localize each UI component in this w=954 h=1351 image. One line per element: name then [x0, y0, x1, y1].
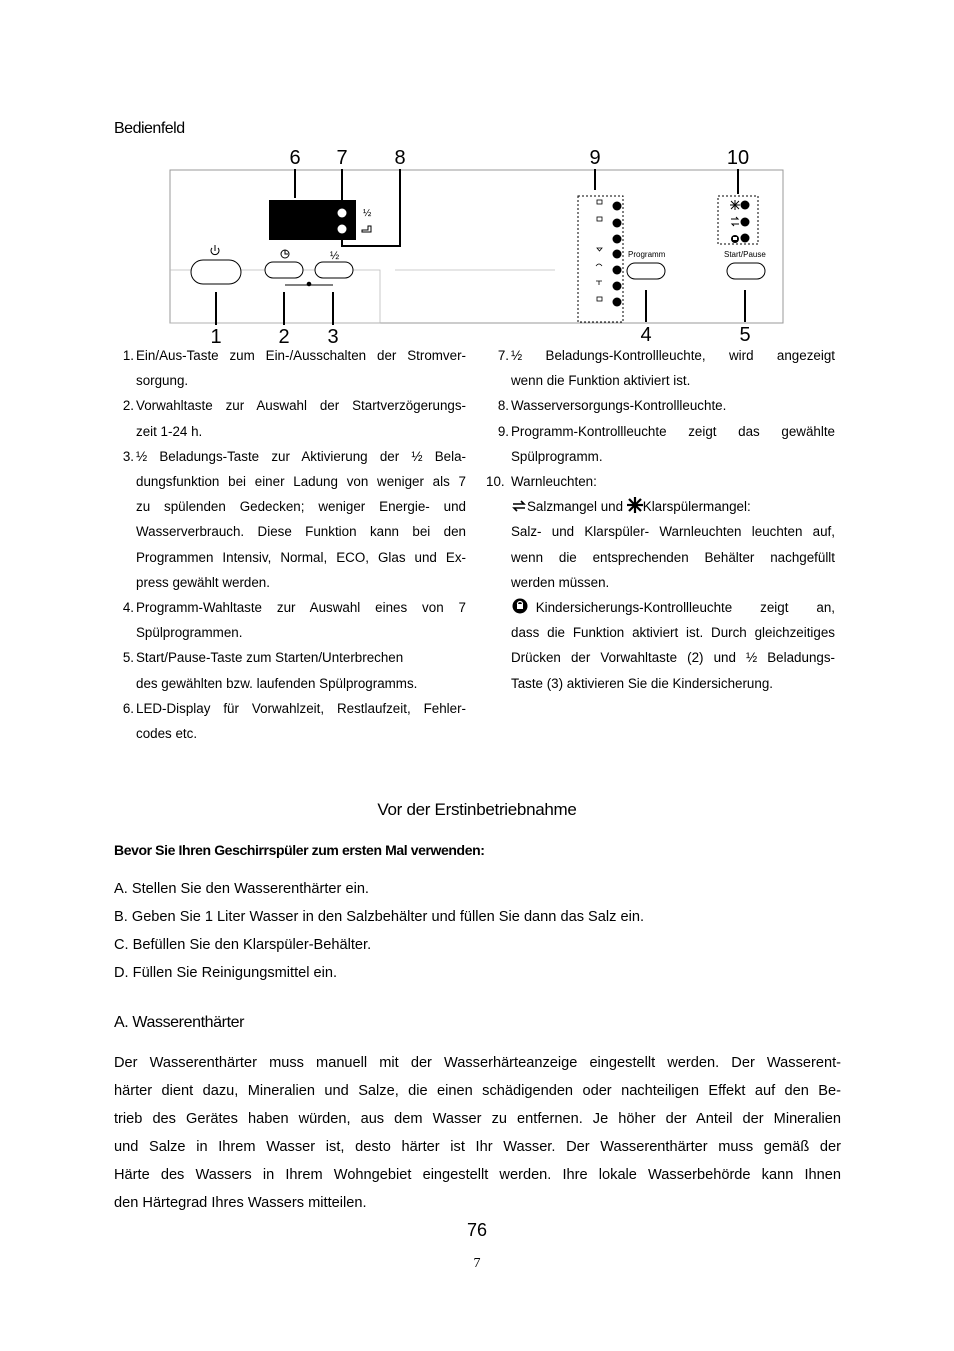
callout-8: 8	[394, 147, 406, 169]
water-softener-paragraph: Der Wasserenthärter muss manuell mit der Wasserhärteanzeige eingestellt werden. Der Wasserent- härter dient dazu, Mineralien und Salze, die einen schädigenden oder nachteiligen Effekt auf den Be- trieb des Gerätes haben würden, aus dem Wasser zu entfernen. Je höher der Anteil der Mineralien und Salze in Ihrem Wasser ist, desto härter ist Ihr Wasser. Der Wasserenthärter muss gemäß der Härte des Wassers in Ihrem Wohngebiet eingestellt werden. Ihre lokale Wasserbehörde kann Ihnen den Härtegrad Ihres Wassers mitteilen.	[114, 1055, 841, 1211]
warning-salt-line: Salzmangel und Klarspülermangel:	[511, 494, 835, 519]
program-icons	[596, 200, 602, 301]
rinse-aid-icon	[627, 497, 643, 513]
list-item: 5. Start/Pause-Taste zum Starten/Unterbrechen des gewählten bzw. laufenden Spülprogramms.	[122, 650, 418, 691]
power-icon	[211, 245, 219, 255]
water-tap-icon	[362, 226, 371, 232]
child-lock-icon	[511, 598, 529, 614]
list-item: 4. Programm-Wahltaste zur Auswahl eines von 7 Spülprogrammen.	[122, 600, 466, 641]
half-load-led	[338, 209, 347, 218]
list-item: 6. LED-Display für Vorwahlzeit, Restlaufzeit, Fehler- codes etc.	[122, 700, 466, 742]
list-item: C. Befüllen Sie den Klarspüler-Behälter.	[114, 937, 372, 953]
list-item: 2. Vorwahltaste zur Auswahl der Startverzögerungs- zeit 1-24 h.	[122, 398, 466, 439]
callout-4: 4	[640, 324, 652, 346]
salt-small-icon	[731, 217, 739, 226]
section-heading-bedienfeld: Bedienfeld	[114, 120, 185, 137]
rinse-aid-small-icon	[730, 200, 740, 210]
list-item: D. Füllen Sie Reinigungsmittel ein.	[114, 965, 338, 981]
callout-6: 6	[289, 147, 301, 169]
half-load-symbol: ½	[363, 208, 372, 219]
setup-steps-list	[114, 875, 644, 987]
child-lock-line: Kindersicherungs-Kontrollleuchte zeigt an,	[511, 595, 835, 620]
callout-7: 7	[336, 147, 348, 169]
power-button	[191, 260, 241, 284]
callout-3: 3	[327, 326, 339, 347]
subheading-wasserenthaerter: A. Wasserenthärter	[114, 1014, 245, 1031]
program-leds	[613, 202, 622, 307]
programm-button	[627, 263, 665, 279]
left-feature-list	[122, 343, 466, 746]
start-pause-button	[727, 263, 765, 279]
salt-refill-icon	[511, 499, 527, 513]
control-panel-diagram	[165, 142, 790, 347]
half-load-button-symbol: ½	[330, 250, 340, 262]
half-load-button	[315, 262, 353, 278]
callout-1: 1	[210, 326, 222, 347]
delay-button	[265, 262, 303, 278]
list-item: 8. Wasserversorgungs-Kontrollleuchte.	[497, 398, 727, 414]
list-item: B. Geben Sie 1 Liter Wasser in den Salzbehälter und füllen Sie dann das Salz ein.	[114, 909, 645, 925]
section-title: Vor der Erstinbetriebnahme	[377, 800, 577, 819]
sub-page-number: 7	[473, 1256, 481, 1271]
child-lock-small-icon	[307, 282, 312, 287]
callout-5: 5	[739, 324, 751, 346]
list-item: A. Stellen Sie den Wasserenthärter ein.	[114, 881, 369, 897]
list-item: 3. ½ Beladungs-Taste zur Aktivierung der ½ Bela- dungsfunktion bei einer Ladung von weniger als 7 zu spülenden Gedecken; weniger Energie- und Wasserverbrauch. Diese Funktion kann bei den Programmen Intensiv, Normal, ECO, Glas und Ex- press gewählt werden.	[122, 448, 466, 590]
start-pause-label: Start/Pause	[724, 250, 766, 259]
list-item: 1. Ein/Aus-Taste zum Ein-/Ausschalten der Stromver- sorgung.	[122, 348, 466, 389]
callout-10: 10	[726, 147, 750, 169]
callout-2: 2	[278, 326, 290, 347]
clock-icon	[281, 250, 289, 258]
programm-label: Programm	[628, 250, 666, 259]
led-display	[269, 200, 356, 240]
list-item: 10. Warnleuchten: Salzmangel und Klarspülermangel: Salz- und Klarspüler- Warnleuchten leuchten auf, wenn die entsprechenden Behälter nachgefüllt werden müssen. Kindersicherungs-Kontrollleuchte zeigt an, dass die Funktion aktiviert ist. Durch gleichzeitiges Drücken der Vorwahltaste (2) und ½ Beladungs- Taste (3) aktivieren Sie die Kindersicherung.	[486, 474, 835, 691]
right-feature-list	[486, 343, 835, 696]
intro-heading: Bevor Sie Ihren Geschirrspüler zum ersten Mal verwenden:	[114, 842, 485, 858]
panel-frame	[170, 170, 783, 323]
child-lock-icon	[731, 235, 739, 243]
warning-leds	[741, 201, 750, 243]
list-item: 9. Programm-Kontrollleuchte zeigt das gewählte Spülprogramm.	[497, 423, 835, 464]
water-supply-led	[338, 225, 347, 234]
list-item: 7. ½ Beladungs-Kontrollleuchte, wird angezeigt wenn die Funktion aktiviert ist.	[497, 348, 835, 389]
callout-9: 9	[589, 147, 601, 169]
page-number: 76	[466, 1220, 488, 1240]
